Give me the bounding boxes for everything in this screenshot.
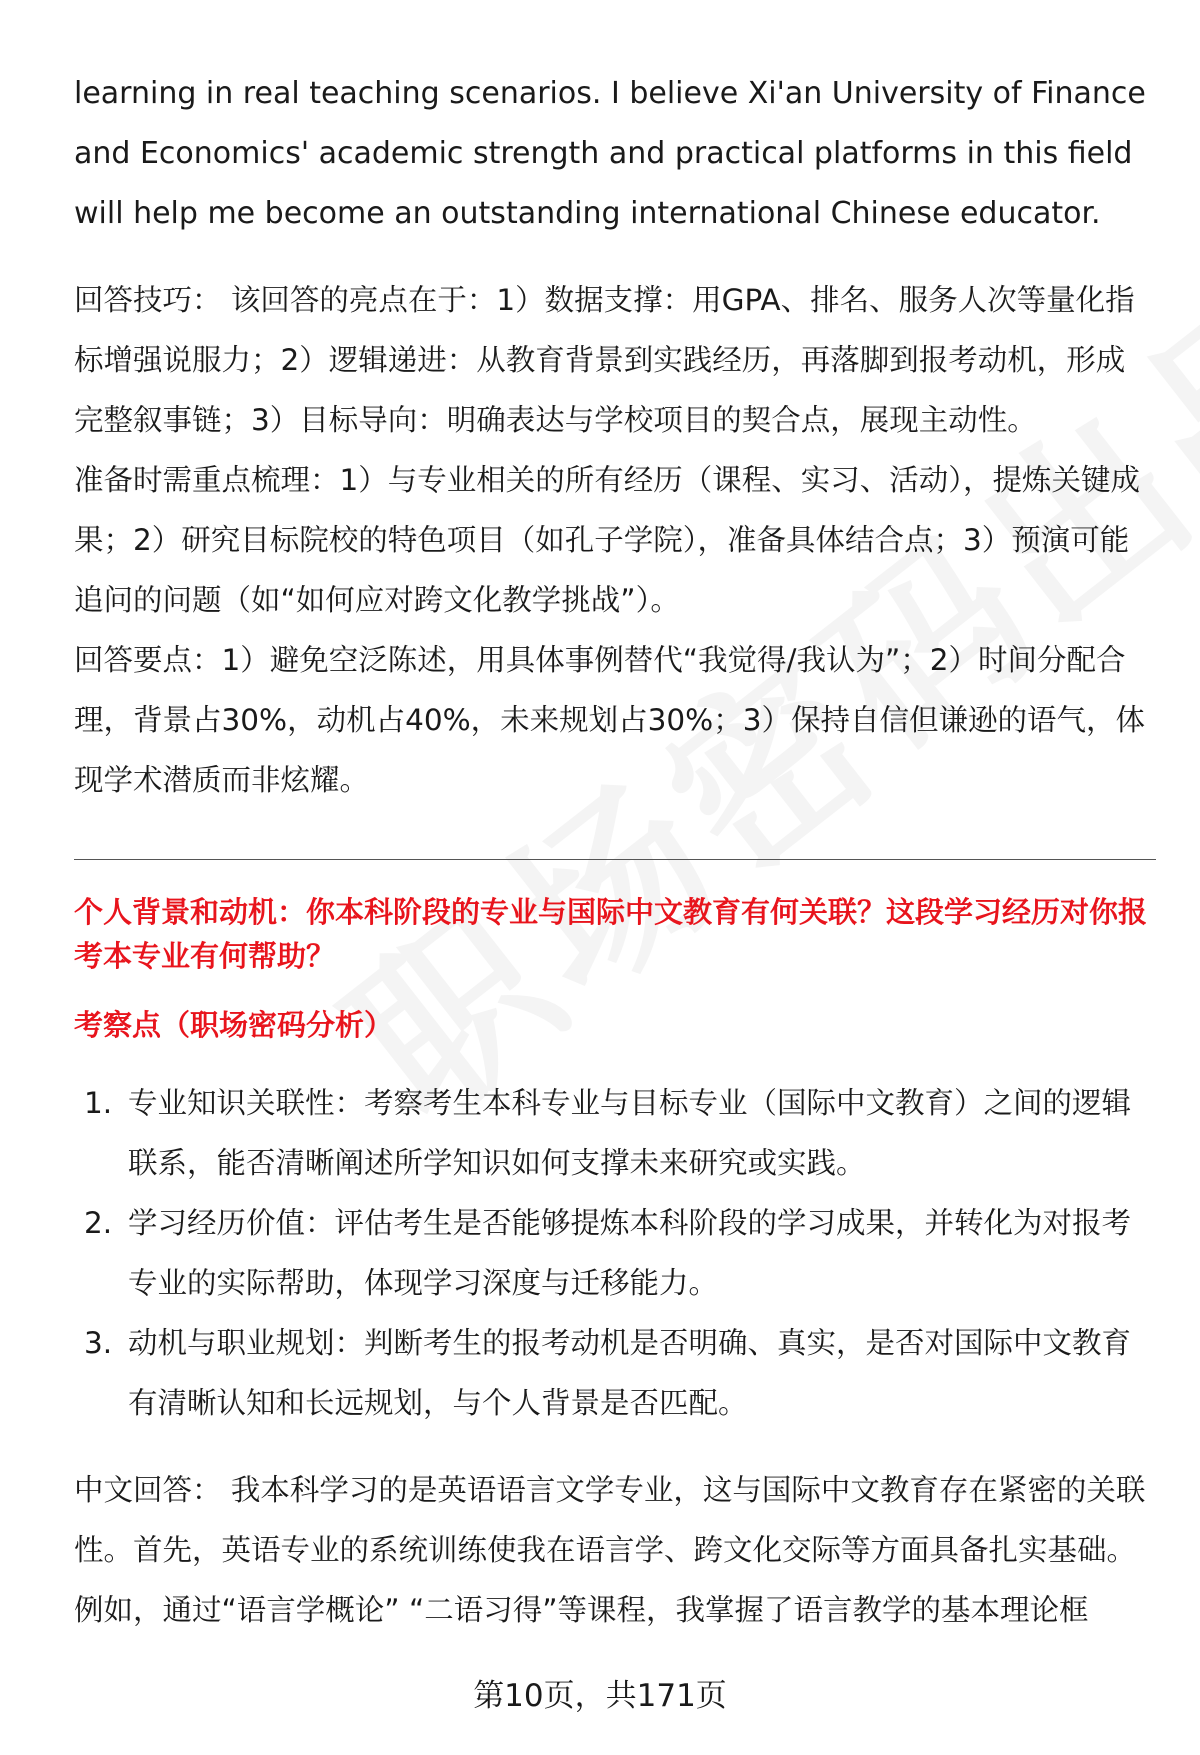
list-item <box>74 1193 1156 1313</box>
key-points-paragraph: 回答要点：1）避免空泛陈述，用具体事例替代“我觉得/我认为”；2）时间分配合理，背景占30%，动机占40%，未来规划占30%；3）保持自信但谦逊的语气，体现学术潜质而非炫耀。 <box>74 643 1145 797</box>
list-item-number: 3. <box>84 1326 113 1360</box>
list-item-number: 2. <box>84 1206 113 1240</box>
page-number-footer: 第10页，共171页 <box>473 1678 727 1714</box>
list-item-number: 1. <box>84 1086 113 1120</box>
assessment-subheading: 考察点（职场密码分析） <box>74 1008 394 1042</box>
assessment-list <box>74 1073 1156 1433</box>
question-heading: 个人背景和动机：你本科阶段的专业与国际中文教育有何关联？这段学习经历对你报考本专业有何帮助？ <box>74 895 1148 973</box>
prep-focus-paragraph: 准备时需重点梳理：1）与专业相关的所有经历（课程、实习、活动），提炼关键成果；2）研究目标院校的特色项目（如孔子学院），准备具体结合点；3）预演可能追问的问题（如“如何应对跨文化教学挑战”）。 <box>74 463 1141 617</box>
list-item <box>74 1073 1156 1193</box>
tips-block <box>74 270 1154 810</box>
list-item-text: 动机与职业规划：判断考生的报考动机是否明确、真实，是否对国际中文教育有清晰认知和长远规划，与个人背景是否匹配。 <box>128 1326 1132 1420</box>
list-item-text: 学习经历价值：评估考生是否能够提炼本科阶段的学习成果，并转化为对报考专业的实际帮助，体现学习深度与迁移能力。 <box>128 1206 1132 1300</box>
answer-block <box>74 1460 1154 1640</box>
intro-paragraph: learning in real teaching scenarios. I believe Xi'an University of Finance and Economics' academic strength and practical platforms in this field will help me become an outstanding international Chinese educator. <box>74 76 1146 231</box>
list-item-text: 专业知识关联性：考察考生本科专业与目标专业（国际中文教育）之间的逻辑联系，能否清晰阐述所学知识如何支撑未来研究或实践。 <box>128 1086 1132 1180</box>
section-divider <box>74 859 1156 860</box>
intro-paragraph-block <box>74 64 1154 244</box>
list-item <box>74 1313 1156 1433</box>
chinese-answer-paragraph: 中文回答： 我本科学习的是英语语言文学专业，这与国际中文教育存在紧密的关联性。首先，英语专业的系统训练使我在语言学、跨文化交际等方面具备扎实基础。例如，通过“语言学概论” “二语习得”等课程，我掌握了语言教学的基本理论框 <box>74 1473 1146 1627</box>
answer-tips-paragraph: 回答技巧： 该回答的亮点在于：1）数据支撑：用GPA、排名、服务人次等量化指标增强说服力；2）逻辑递进：从教育背景到实践经历，再落脚到报考动机，形成完整叙事链；3）目标导向：明确表达与学校项目的契合点，展现主动性。 <box>74 283 1135 437</box>
